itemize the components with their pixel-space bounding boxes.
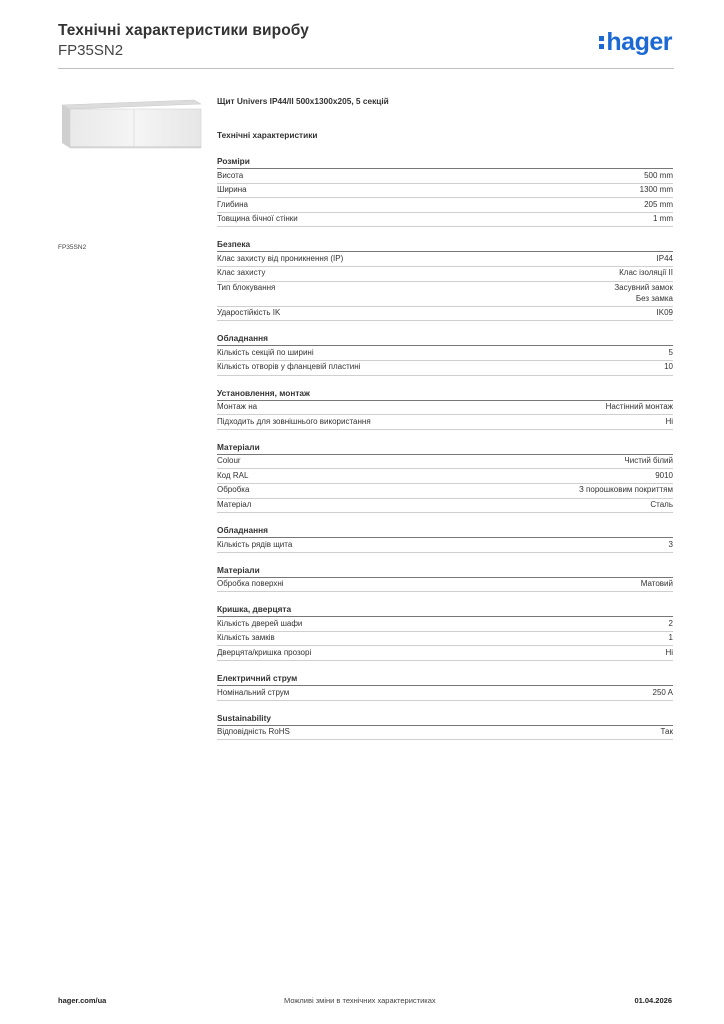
spec-value-line: Матовий [640, 579, 673, 589]
spec-row [217, 617, 673, 632]
spec-row [217, 415, 673, 430]
section-title: Установлення, монтаж [217, 388, 673, 401]
spec-value-line: Настінний монтаж [605, 402, 673, 412]
spec-value [664, 362, 673, 373]
section-title: Sustainability [217, 713, 673, 726]
spec-label: Кількість замків [217, 633, 275, 643]
spec-row [217, 499, 673, 514]
spec-label: Ширина [217, 185, 247, 195]
spec-label: Номінальний струм [217, 687, 290, 697]
spec-value-line: Засувний замок [614, 283, 673, 293]
spec-label: Матеріал [217, 500, 252, 509]
spec-value-line: Так [660, 727, 673, 737]
spec-value [669, 633, 673, 644]
logo-mark-icon [599, 33, 605, 51]
spec-label: Дверцята/кришка прозорі [217, 647, 312, 657]
spec-value-line: IK09 [656, 308, 673, 318]
spec-value-line: 2 [668, 618, 673, 628]
spec-row [217, 307, 673, 322]
spec-row [217, 484, 673, 499]
spec-value-line: Чистий білий [624, 456, 673, 466]
spec-row [217, 401, 673, 416]
spec-label: Відповідність RoHS [217, 727, 290, 737]
spec-value [669, 540, 673, 551]
spec-row [217, 361, 673, 376]
spec-section [217, 673, 673, 701]
footer-date: 01.04.2026 [634, 996, 672, 1005]
spec-value-line: Без замка [635, 293, 673, 303]
spec-row [217, 169, 673, 184]
section-title: Кришка, дверцята [217, 604, 673, 617]
spec-sheet [217, 96, 673, 740]
spec-row [217, 184, 673, 199]
section-title: Матеріали [217, 565, 673, 578]
logo-text: hager [606, 28, 672, 56]
spec-section [217, 156, 673, 227]
product-name: Щит Univers IP44/II 500x1300x205, 5 секцій [217, 96, 389, 106]
spec-row [217, 632, 673, 647]
spec-row [217, 726, 673, 741]
page-title: Технічні характеристики виробу [58, 22, 309, 39]
spec-label: Підходить для зовнішнього використання [217, 416, 371, 426]
spec-label: Кількість рядів щита [217, 539, 293, 549]
header-divider [58, 68, 674, 69]
product-code: FP35SN2 [58, 42, 124, 59]
spec-row [217, 469, 673, 484]
spec-value-line: Ні [665, 416, 673, 426]
spec-value [657, 254, 673, 265]
spec-label: Кількість дверей шафи [217, 618, 303, 628]
spec-row [217, 198, 673, 213]
spec-label: Клас захисту [217, 268, 266, 278]
spec-label: Обробка поверхні [217, 579, 284, 589]
spec-section [217, 442, 673, 513]
spec-row [217, 213, 673, 228]
page-header [58, 22, 674, 67]
section-title: Електричний струм [217, 673, 673, 686]
spec-label: Colour [217, 456, 241, 466]
spec-row [217, 538, 673, 553]
spec-value [644, 200, 673, 211]
spec-value [619, 268, 673, 279]
spec-section [217, 239, 673, 321]
spec-value [665, 648, 673, 659]
spec-value [665, 417, 673, 428]
spec-label: Клас захисту від проникнення (IP) [217, 253, 344, 263]
section-title: Матеріали [217, 442, 673, 455]
spec-value-line: Ні [665, 647, 673, 657]
spec-label: Глибина [217, 199, 248, 209]
spec-section [217, 604, 673, 661]
spec-section [217, 333, 673, 375]
spec-sections [217, 156, 673, 740]
section-title: Обладнання [217, 333, 673, 346]
spec-value-line: 205 mm [644, 199, 673, 209]
spec-label: Товщина бічної стінки [217, 214, 298, 224]
spec-section [217, 525, 673, 553]
spec-value [579, 485, 673, 496]
spec-value [661, 727, 673, 738]
spec-value-line: 9010 [655, 470, 673, 480]
spec-value-line: 3 [668, 539, 673, 549]
spec-value [650, 500, 673, 511]
spec-value-line: Клас ізоляції II [619, 268, 673, 278]
spec-section [217, 713, 673, 741]
spec-value [655, 471, 673, 482]
product-photo [58, 96, 204, 242]
hager-logo [599, 28, 672, 57]
spec-label: Обробка [217, 485, 250, 495]
spec-row [217, 282, 673, 307]
spec-row [217, 252, 673, 267]
spec-row [217, 455, 673, 470]
spec-value-line: 1300 mm [639, 185, 673, 195]
spec-label: Тип блокування [217, 283, 276, 293]
spec-value [653, 688, 673, 699]
spec-value [624, 456, 673, 467]
spec-value [606, 402, 673, 413]
spec-value [641, 579, 673, 590]
spec-value-line: IP44 [656, 253, 673, 263]
footer-note: Можливі зміни в технічних характеристиках [284, 996, 436, 1005]
spec-value [653, 214, 673, 225]
spec-section [217, 388, 673, 430]
spec-label: Ударостійкість IK [217, 308, 281, 318]
spec-value-line: 1 mm [653, 214, 673, 224]
spec-value [640, 185, 673, 196]
spec-value [657, 308, 673, 319]
spec-value-line: Сталь [650, 500, 673, 509]
spec-value-line: 500 mm [644, 170, 673, 180]
spec-value [614, 283, 673, 304]
spec-row [217, 346, 673, 361]
spec-value-line: 1 [668, 633, 673, 643]
section-title: Обладнання [217, 525, 673, 538]
spec-value-line: З порошковим покриттям [579, 485, 673, 495]
spec-value [644, 171, 673, 182]
spec-row [217, 267, 673, 282]
spec-row [217, 578, 673, 593]
spec-label: Висота [217, 170, 244, 180]
section-title: Розміри [217, 156, 673, 169]
spec-value [669, 619, 673, 630]
spec-heading: Технічні характеристики [217, 130, 318, 140]
spec-label: Кількість отворів у фланцевій пластині [217, 362, 361, 372]
spec-section [217, 565, 673, 593]
spec-value-line: 10 [664, 362, 673, 372]
spec-value-line: 5 [668, 347, 673, 357]
spec-value-line: 250 A [652, 687, 673, 697]
photo-caption: FP35SN2 [58, 244, 87, 251]
spec-label: Кількість секцій по ширині [217, 347, 314, 357]
section-title: Безпека [217, 239, 673, 252]
spec-value [669, 348, 673, 359]
spec-row [217, 646, 673, 661]
spec-label: Монтаж на [217, 402, 258, 412]
spec-label: Код RAL [217, 470, 249, 480]
footer-website: hager.com/ua [58, 996, 107, 1005]
spec-row [217, 686, 673, 701]
